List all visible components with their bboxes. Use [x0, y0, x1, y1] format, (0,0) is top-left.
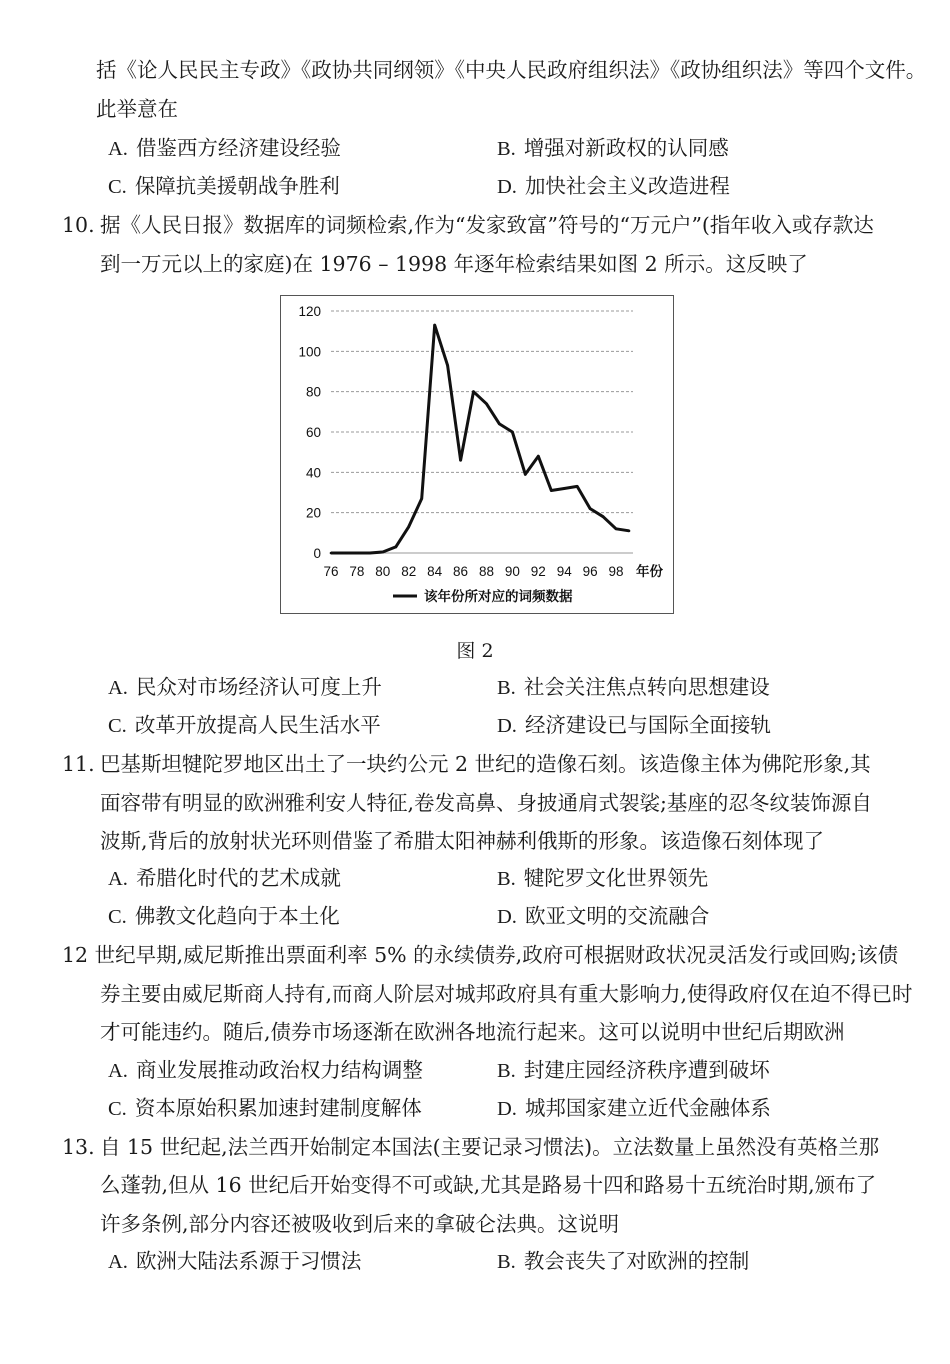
q10-option-c	[108, 711, 381, 740]
option-label: A.	[108, 1251, 128, 1273]
data-point	[498, 423, 501, 426]
q10-number: 10.	[62, 213, 95, 237]
data-point	[356, 552, 359, 555]
data-point	[524, 473, 527, 476]
x-tick-label: 98	[608, 564, 624, 579]
q11-stem-line-2: 面容带有明显的欧洲雅利安人特征,卷发高鼻、身披通肩式袈裟;基座的忍冬纹装饰源自	[100, 791, 872, 815]
q10-stem-line-1: 据《人民日报》数据库的词频检索,作为“发家致富”符号的“万元户”(指年收入或存款达	[100, 213, 874, 237]
data-point	[472, 390, 475, 393]
q13-option-a	[108, 1247, 361, 1276]
q12-option-d	[497, 1094, 771, 1123]
y-tick-label: 120	[298, 304, 321, 319]
x-tick-label: 96	[582, 564, 598, 579]
q13-number: 13.	[62, 1135, 95, 1159]
y-tick-label: 0	[313, 546, 321, 561]
option-text: 加快社会主义改造进程	[524, 174, 730, 198]
option-label: B.	[497, 1251, 516, 1273]
data-point	[628, 530, 631, 533]
q12-stem-line-3: 才可能违约。随后,债券市场逐渐在欧洲各地流行起来。这可以说明中世纪后期欧洲	[100, 1020, 845, 1044]
q9-stem-line-1: 括《论人民民主专政》《政协共同纲领》《中央人民政府组织法》《政协组织法》等四个文件。	[96, 58, 927, 82]
option-label: C.	[108, 1098, 127, 1120]
q12-option-a	[108, 1056, 423, 1085]
option-label: C.	[108, 715, 127, 737]
q12-option-c	[108, 1094, 422, 1123]
x-tick-label: 80	[375, 564, 391, 579]
q11-stem-line-3: 波斯,背后的放射状光环则借鉴了希腊太阳神赫利俄斯的形象。该造像石刻体现了	[100, 829, 825, 853]
q11-option-c	[108, 902, 340, 931]
q9-option-c	[108, 172, 340, 201]
q12-stem-line-1: 12 世纪早期,威尼斯推出票面利率 5% 的永续债券,政府可根据财政状况灵活发行或回购;该债	[62, 943, 899, 967]
series-line	[331, 325, 629, 553]
option-text: 借鉴西方经济建设经验	[135, 136, 341, 160]
q11-option-d	[497, 902, 709, 931]
x-tick-label: 84	[427, 564, 443, 579]
option-text: 民众对市场经济认可度上升	[135, 675, 382, 699]
option-label: C.	[108, 176, 127, 198]
q9-option-b	[497, 134, 729, 163]
data-point	[485, 402, 488, 405]
data-point	[511, 431, 514, 434]
figure-caption: 图 2	[456, 640, 494, 662]
option-text: 城邦国家建立近代金融体系	[524, 1096, 771, 1120]
option-text: 佛教文化趋向于本土化	[134, 904, 340, 928]
data-point	[446, 364, 449, 367]
x-tick-label: 88	[478, 564, 494, 579]
y-tick-label: 100	[298, 344, 321, 360]
x-tick-label: 78	[349, 564, 365, 579]
option-text: 封建庄园经济秩序遭到破坏	[523, 1058, 770, 1082]
q10-option-d	[497, 711, 771, 740]
option-label: A.	[108, 677, 128, 699]
option-text: 商业发展推动政治权力结构调整	[135, 1058, 423, 1082]
x-tick-label: 76	[323, 564, 339, 579]
q10-option-a	[108, 673, 382, 702]
y-tick-label: 80	[305, 384, 321, 400]
data-point	[343, 552, 346, 555]
option-text: 社会关注焦点转向思想建设	[523, 675, 770, 699]
data-point	[602, 515, 605, 518]
option-label: D.	[497, 176, 517, 198]
q12-stem-line-2: 券主要由威尼斯商人持有,而商人阶层对城邦政府具有重大影响力,使得政府仅在迫不得已时	[100, 982, 913, 1006]
option-label: C.	[108, 906, 127, 928]
data-point	[369, 552, 372, 555]
data-point	[563, 487, 566, 490]
option-text: 欧亚文明的交流融合	[524, 904, 710, 928]
option-label: A.	[108, 138, 128, 160]
q9-option-a	[108, 134, 341, 163]
data-point	[420, 497, 423, 500]
option-text: 希腊化时代的艺术成就	[135, 866, 341, 890]
x-axis-label: 年份	[636, 564, 663, 579]
x-tick-label: 82	[401, 564, 417, 579]
x-tick-label: 94	[556, 564, 572, 579]
option-text: 教会丧失了对欧洲的控制	[523, 1249, 750, 1273]
q13-stem-line-2: 么蓬勃,但从 16 世纪后开始变得不可或缺,尤其是路易十四和路易十五统治时期,颁布了	[100, 1173, 877, 1197]
option-text: 保障抗美援朝战争胜利	[134, 174, 340, 198]
q10-option-b	[497, 673, 770, 702]
option-text: 改革开放提高人民生活水平	[134, 713, 381, 737]
line-chart-svg	[281, 296, 672, 612]
q10-stem-line-2: 到一万元以上的家庭)在 1976 – 1998 年逐年检索结果如图 2 所示。这反映了	[100, 252, 808, 276]
option-text: 欧洲大陆法系源于习惯法	[135, 1249, 362, 1273]
option-label: A.	[108, 1060, 128, 1082]
data-point	[615, 528, 618, 531]
q13-stem-line-1: 自 15 世纪起,法兰西开始制定本国法(主要记录习惯法)。立法数量上虽然没有英格兰那	[100, 1135, 880, 1159]
data-point	[394, 546, 397, 549]
data-point	[537, 455, 540, 458]
y-tick-label: 40	[305, 465, 321, 481]
x-tick-label: 92	[530, 564, 546, 579]
data-point	[433, 324, 436, 327]
option-label: B.	[497, 138, 516, 160]
option-text: 增强对新政权的认同感	[523, 136, 729, 160]
q11-option-a	[108, 864, 341, 893]
option-text: 犍陀罗文化世界领先	[523, 866, 709, 890]
data-point	[407, 525, 410, 528]
figure-2-chart	[280, 295, 674, 614]
option-label: D.	[497, 1098, 517, 1120]
q12-option-b	[497, 1056, 770, 1085]
option-text: 资本原始积累加速封建制度解体	[134, 1096, 422, 1120]
option-label: D.	[497, 715, 517, 737]
option-label: D.	[497, 906, 517, 928]
data-point	[576, 485, 579, 488]
q9-option-d	[497, 172, 730, 201]
q11-option-b	[497, 864, 708, 893]
option-label: A.	[108, 868, 128, 890]
q13-option-b	[497, 1247, 749, 1276]
option-label: B.	[497, 677, 516, 699]
data-point	[459, 459, 462, 462]
data-point	[330, 552, 333, 555]
y-tick-label: 60	[305, 425, 321, 440]
data-point	[382, 551, 385, 554]
q9-stem-line-2: 此举意在	[96, 97, 178, 121]
option-label: B.	[497, 1060, 516, 1082]
data-point	[589, 507, 592, 510]
option-label: B.	[497, 868, 516, 890]
x-tick-label: 86	[453, 564, 469, 579]
q11-number: 11.	[62, 752, 95, 776]
data-point	[550, 489, 553, 492]
x-tick-label: 90	[504, 564, 520, 579]
option-text: 经济建设已与国际全面接轨	[524, 713, 771, 737]
q13-stem-line-3: 许多条例,部分内容还被吸收到后来的拿破仑法典。这说明	[100, 1212, 620, 1236]
y-tick-label: 20	[305, 505, 321, 521]
q11-stem-line-1: 巴基斯坦犍陀罗地区出土了一块约公元 2 世纪的造像石刻。该造像主体为佛陀形象,其	[100, 752, 871, 776]
legend-label: 该年份所对应的词频数据	[424, 589, 573, 604]
